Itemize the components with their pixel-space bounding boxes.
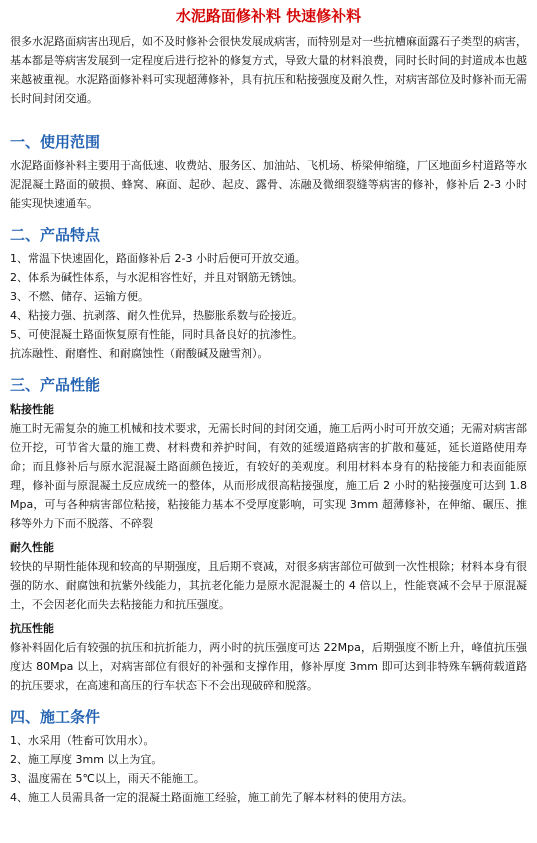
list-item: 3、不燃、储存、运输方便。 <box>10 290 149 303</box>
list-item: 2、体系为碱性体系，与水泥相容性好，并且对钢筋无锈蚀。 <box>10 271 303 284</box>
subheading-durability: 耐久性能 <box>10 541 54 554</box>
features-list <box>10 249 527 363</box>
list-item: 5、可使混凝土路面恢复原有性能，同时具备良好的抗渗性。 <box>10 328 303 341</box>
section-heading-conditions: 四、施工条件 <box>10 708 101 726</box>
section-heading-usage: 一、使用范围 <box>10 133 101 151</box>
subheading-adhesion: 粘接性能 <box>10 403 54 416</box>
usage-paragraph: 水泥路面修补料主要用于高低速、收费站、服务区、加油站、飞机场、桥梁伸缩缝，厂区地面乡村道路等水泥混凝土路面的破损、蜂窝、麻面、起砂、起皮、露骨、冻融及微细裂缝等病害的修补，修补后 2-3 小时能实现快速通车。 <box>10 159 527 210</box>
list-item: 抗冻融性、耐磨性、和耐腐蚀性（耐酸碱及融雪剂）。 <box>10 347 269 360</box>
subheading-compression: 抗压性能 <box>10 622 54 635</box>
list-item: 4、粘接力强、抗剥落、耐久性优异，热膨胀系数与砼接近。 <box>10 309 303 322</box>
document-page <box>0 6 537 843</box>
adhesion-paragraph: 施工时无需复杂的施工机械和技术要求，无需长时间的封闭交通，施工后两小时可开放交通；无需对病害部位开挖，可节省大量的施工费、材料费和养护时间，有效的延缓道路病害的扩散和蔓延，延长道路使用寿命；而且修补后与原水泥混凝土路面颜色接近，有较好的美观度。利用材料本身有的粘接能力和表面能原理，修补面与原混凝土反应成统一的整体，从而形成很高粘接强度，施工后 2 小时的粘接强度可达到 1.8Mpa，可与各种病害部位粘接，粘接能力基本不受厚度影响，可实现 3mm 超薄修补，在伸缩、碾压、推移等外力下而不脱落、不碎裂 <box>10 422 527 530</box>
list-item: 1、常温下快速固化，路面修补后 2-3 小时后便可开放交通。 <box>10 252 306 265</box>
list-item: 1、水采用（牲畜可饮用水）。 <box>10 734 155 747</box>
list-item: 3、温度需在 5℃以上，雨天不能施工。 <box>10 772 205 785</box>
intro-paragraph: 很多水泥路面病害出现后，如不及时修补会很快发展成病害，而特别是对一些抗槽麻面露石子类型的病害，基本都是等病害发展到一定程度后进行挖补的修复方式，导致大量的材料浪费，同时长时间的封道成本也越来越被重视。水泥路面修补料可实现超薄修补，具有抗压和粘接强度及耐久性，对病害部位及时修补而无需长时间封闭交通。 <box>10 35 527 105</box>
list-item: 4、施工人员需具备一定的混凝土路面施工经验，施工前先了解本材料的使用方法。 <box>10 791 413 804</box>
conditions-list <box>10 731 527 807</box>
list-item: 2、施工厚度 3mm 以上为宜。 <box>10 753 163 766</box>
section-heading-performance: 三、产品性能 <box>10 376 101 394</box>
durability-paragraph: 较快的早期性能体现和较高的早期强度，且后期不衰减，对很多病害部位可做到一次性根除；材料本身有很强的防水、耐腐蚀和抗紫外线能力，其抗老化能力是原水泥混凝土的 4 倍以上，性能衰减不会早于原混凝土，不会因老化而失去粘接能力和抗压强度。 <box>10 560 527 611</box>
compression-paragraph: 修补料固化后有较强的抗压和抗折能力，两小时的抗压强度可达 22Mpa，后期强度不断上升，峰值抗压强度达 80Mpa 以上，对病害部位有很好的补强和支撑作用，修补厚度 3mm 即可达到非特殊车辆荷载道路的抗压要求，在高速和高压的行车状态下不会出现破碎和脱落。 <box>10 641 527 692</box>
document-title: 水泥路面修补料 快速修补料 <box>175 7 362 25</box>
section-heading-features: 二、产品特点 <box>10 226 101 244</box>
